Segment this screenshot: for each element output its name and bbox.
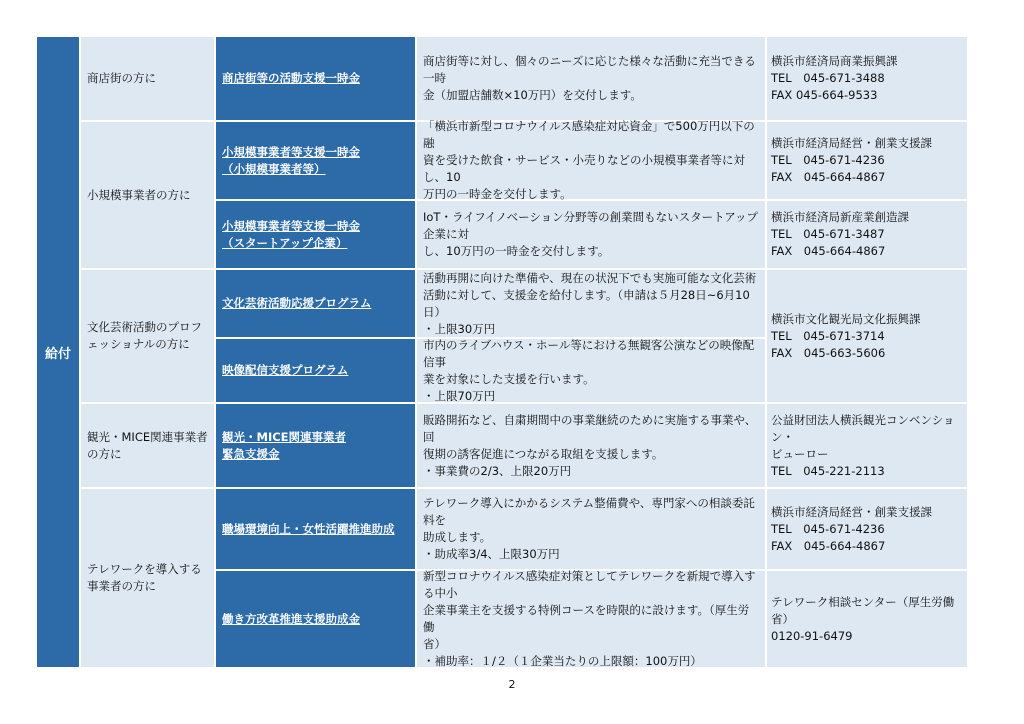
description-cell (417, 119, 765, 201)
program-link[interactable]: （小規模事業者等） (222, 161, 326, 176)
program-cell[interactable] (216, 339, 415, 402)
contact-line: FAX 045-663-5606 (771, 345, 886, 360)
description-line: 省） (423, 637, 446, 651)
description-line: 助成します。 (423, 530, 492, 544)
contact-line: 横浜市経済局商業振興課 (771, 54, 898, 68)
program-link[interactable]: 商店街等の活動支援一時金 (222, 71, 360, 85)
description-line: 金（加盟店舗数×10万円）を交付します。 (423, 88, 642, 102)
contact-cell (767, 571, 967, 667)
program-cell[interactable] (216, 489, 415, 569)
contact-line: FAX 045-664-4867 (771, 538, 886, 553)
description-line: ・事業費の2/3、上限20万円 (423, 463, 572, 478)
description-line: 市内のライブハウス・ホール等における無観客公演などの映像配信事 (423, 337, 755, 369)
contact-cell (767, 489, 967, 569)
description-line: 活動に対して、支援金を給付します。（申請は５月28日~6月10 (423, 287, 750, 302)
description-line: 新型コロナウイルス感染症対策としてテレワークを新規で導入する中小 (423, 569, 756, 600)
category-cell: 給付 (37, 37, 79, 667)
contact-line: TEL 045-671-3714 (771, 328, 885, 343)
target-telework: テレワークを導入する事業者の方に (81, 489, 214, 667)
description-line: ・助成率3/4、上限30万円 (423, 547, 560, 561)
description-line: し、10万円の一時金を交付します。 (423, 244, 610, 258)
description-cell (417, 571, 765, 667)
contact-line: TEL 045-671-3487 (771, 227, 885, 241)
program-link[interactable]: 働き方改革推進支援助成金 (222, 611, 360, 626)
description-line: ・上限30万円 (423, 321, 496, 336)
description-cell (417, 37, 765, 120)
contact-line: 横浜市経済局新産業創造課 (771, 210, 909, 224)
contact-line: TEL 045-671-3488 (771, 71, 885, 85)
program-link[interactable]: 緊急支援金 (222, 446, 280, 461)
contact-line: 0120-91-6479 (771, 628, 853, 643)
description-line: 業を対象にした支援を行います。 (423, 371, 595, 386)
program-link[interactable]: 小規模事業者等支援一時金 (222, 218, 360, 233)
description-line: 復期の誘客促進につながる取組を支援します。 (423, 446, 664, 461)
program-cell[interactable] (216, 270, 415, 337)
page-number: 2 (508, 678, 516, 691)
contact-line: TEL 045-671-4236 (771, 153, 885, 167)
description-cell (417, 339, 765, 402)
program-cell[interactable] (216, 37, 415, 120)
contact-line: TEL 045-221-2113 (771, 463, 885, 478)
program-link[interactable]: 小規模事業者等支援一時金 (222, 144, 360, 159)
contact-cell (767, 37, 967, 120)
program-link[interactable]: （スタートアップ企業） (222, 235, 348, 250)
target-tourism: 観光・MICE関連事業者の方に (81, 404, 214, 487)
contact-line: TEL 045-671-4236 (771, 521, 885, 536)
contact-line: ビューロー (771, 446, 829, 461)
description-line: 企業事業主を支援する特例コースを時限的に設けます。（厚生労働 (423, 603, 750, 634)
contact-line: FAX 045-664-9533 (771, 88, 878, 102)
program-cell[interactable] (216, 201, 415, 268)
program-cell[interactable] (216, 404, 415, 487)
contact-cell (767, 201, 967, 268)
description-line: 販路開拓など、自粛期間中の事業継続のために実施する事業や、回 (423, 412, 757, 444)
description-line: ・補助率：１/２（１企業当たりの上限額：100万円） (423, 654, 702, 668)
description-cell (417, 270, 765, 337)
contact-line: 公益財団法人横浜観光コンベンション・ (771, 412, 955, 444)
contact-cell (767, 270, 967, 402)
description-line: IoT・ライフイノベーション分野等の創業間もないスタートアップ企業に対 (423, 210, 758, 241)
program-cell[interactable] (216, 122, 415, 199)
description-cell (417, 404, 765, 487)
description-line: テレワーク導入にかかるシステム整備費や、専門家への相談委託料を (423, 496, 755, 527)
program-link[interactable]: 観光・MICE関連事業者 (222, 429, 347, 444)
program-link[interactable]: 映像配信支援プログラム (222, 363, 349, 377)
description-line: ・上限70万円 (423, 388, 496, 403)
contact-cell (767, 122, 967, 199)
contact-line: 横浜市文化観光局文化振興課 (771, 311, 921, 326)
description-cell (417, 201, 765, 268)
description-line: 万円の一時金を交付します。 (423, 187, 572, 201)
description-line: 日） (423, 304, 446, 319)
program-cell[interactable] (216, 571, 415, 667)
description-line: 活動再開に向けた準備や、現在の状況下でも実施可能な文化芸術 (423, 270, 757, 285)
description-cell (417, 489, 765, 569)
description-line: 「横浜市新型コロナウイルス感染症対応資金」で500万円以下の融 (423, 119, 755, 150)
target-arts: 文化芸術活動のプロフェッショナルの方に (81, 270, 214, 402)
contact-line: FAX 045-664-4867 (771, 244, 886, 258)
contact-line: 横浜市経済局経営・創業支援課 (771, 504, 932, 519)
target-shotengai: 商店街の方に (81, 37, 214, 120)
program-link[interactable]: 文化芸術活動応援プログラム (222, 296, 372, 310)
support-table (37, 37, 967, 667)
contact-line: テレワーク相談センター（厚生労働省） (771, 594, 955, 626)
description-line: 資を受けた飲食・サービス・小売りなどの小規模事業者等に対し、10 (423, 153, 745, 184)
contact-line: FAX 045-664-4867 (771, 170, 886, 184)
contact-cell (767, 404, 967, 487)
program-link[interactable]: 職場環境向上・女性活躍推進助成 (222, 521, 395, 536)
contact-line: 横浜市経済局経営・創業支援課 (771, 136, 932, 150)
description-line: 商店街等に対し、個々のニーズに応じた様々な活動に充当できる一時 (423, 54, 756, 85)
target-small-business: 小規模事業者の方に (81, 122, 214, 268)
